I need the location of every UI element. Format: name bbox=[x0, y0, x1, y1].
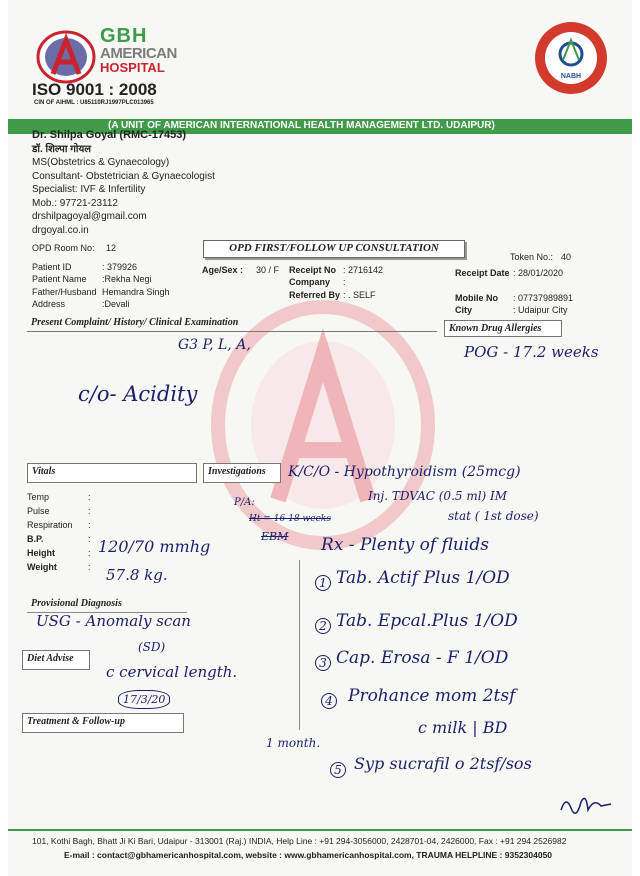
vitals-list bbox=[27, 490, 73, 574]
mobile-value: : 07737989891 bbox=[513, 293, 574, 303]
diet-header: Diet Advise bbox=[22, 650, 90, 670]
doctor-website: drgoyal.co.in bbox=[32, 224, 89, 236]
address-label: Address bbox=[32, 299, 66, 309]
diagnosis-header: Provisional Diagnosis bbox=[31, 598, 122, 609]
hw-date: 17/3/20 bbox=[118, 690, 170, 709]
hw-rx: Rx - Plenty of fluids bbox=[321, 535, 489, 555]
father-value: Hemandra Singh bbox=[102, 287, 170, 297]
city-value: : Udaipur City bbox=[513, 305, 568, 315]
patient-id-value: : 379926 bbox=[102, 262, 138, 272]
vital-weight-label: Weight bbox=[27, 562, 57, 572]
company-value: : bbox=[343, 277, 346, 287]
vital-height-label: Height bbox=[27, 548, 55, 558]
hw-rx5: Syp sucrafil o 2tsf/sos bbox=[354, 754, 532, 773]
patient-name-label: Patient Name bbox=[32, 274, 87, 284]
hw-pog: POG - 17.2 weeks bbox=[464, 343, 599, 361]
hw-pa: P/A: bbox=[234, 497, 255, 508]
opd-title: OPD FIRST/FOLLOW UP CONSULTATION bbox=[229, 242, 439, 254]
father-label: Father/Husband bbox=[32, 287, 97, 297]
hw-month: 1 month. bbox=[266, 736, 321, 750]
receipt-date-label: Receipt Date bbox=[455, 268, 510, 278]
hw-usg: USG - Anomaly scan bbox=[36, 612, 191, 630]
doctor-name: Dr. Shilpa Goyal (RMC-17453) bbox=[32, 129, 187, 141]
hw-rx3: Cap. Erosa - F 1/OD bbox=[336, 648, 509, 668]
doctor-info bbox=[32, 129, 215, 237]
hw-num1: 1 bbox=[315, 575, 331, 591]
vertical-rule bbox=[299, 560, 300, 730]
gbh-logo-icon bbox=[35, 30, 97, 84]
hw-ht: Ht = 16-18 weeks bbox=[249, 514, 331, 524]
vitals-colons: : : : : : : bbox=[88, 492, 91, 572]
vital-respiration-label: Respiration bbox=[27, 520, 73, 530]
agesex-label: Age/Sex : bbox=[202, 265, 244, 275]
doctor-specialist: Specialist: IVF & Infertility bbox=[32, 184, 146, 195]
hw-rx2: Tab. Epcal.Plus 1/OD bbox=[336, 611, 518, 631]
hw-stat: stat ( 1st dose) bbox=[448, 509, 539, 523]
signature-icon bbox=[556, 790, 616, 820]
vitals-header: Vitals bbox=[27, 463, 197, 483]
hw-weight-value: 57.8 kg. bbox=[106, 566, 168, 584]
hw-inj: Inj. TDVAC (0.5 ml) IM bbox=[368, 489, 508, 503]
doctor-email: drshilpagoyal@gmail.com bbox=[32, 211, 147, 222]
footer-line2: E-mail : contact@gbhamericanhospital.com, website : www.gbhamericanhospital.com, TRAUMA HELPLINE : 9352304050 bbox=[64, 850, 553, 860]
doctor-qualification: MS(Obstetrics & Gynaecology) bbox=[32, 157, 170, 168]
vital-bp-label: B.P. bbox=[27, 534, 44, 544]
company-label: Company bbox=[289, 277, 331, 287]
hw-bp-value: 120/70 mmhg bbox=[98, 537, 211, 556]
doctor-mobile: Mob.: 97721-23112 bbox=[32, 197, 118, 209]
doctor-designation: Consultant- Obstetrician & Gynaecologist bbox=[32, 170, 215, 182]
receipt-value: : 2716142 bbox=[343, 265, 384, 275]
city-label: City bbox=[455, 305, 473, 315]
doctor-name-hindi: डॉ. शिल्पा गोयल bbox=[32, 143, 92, 155]
patient-name-value: :Rekha Negi bbox=[102, 274, 152, 284]
agesex-value: 30 / F bbox=[256, 265, 280, 275]
hw-complaint: c/o- Acidity bbox=[78, 382, 198, 406]
vital-pulse-label: Pulse bbox=[27, 506, 50, 516]
brand-name bbox=[100, 26, 195, 74]
receipt-date-value: : 28/01/2020 bbox=[513, 268, 564, 278]
token-value: 40 bbox=[561, 252, 572, 262]
cin-text: CIN OF AIHML : U85110RJ1997PLC013965 bbox=[34, 100, 154, 106]
footer-rule bbox=[8, 829, 632, 831]
hw-num2: 2 bbox=[315, 618, 331, 634]
opd-room-label: OPD Room No: bbox=[32, 243, 95, 253]
footer-line1: 101, Kothi Bagh, Bhatt Ji Ki Bari, Udaipur - 313001 (Raj.) INDIA, Help Line : +91 294-3056000, 2428701-04, 2426000, Fax : +91 294 2526982 bbox=[32, 836, 567, 846]
treatment-header: Treatment & Follow-up bbox=[22, 713, 184, 733]
referred-label: Referred By bbox=[289, 290, 341, 300]
brand-line-american: AMERICAN bbox=[100, 45, 177, 62]
brand-line-gbh: GBH bbox=[100, 25, 148, 47]
prescription-page bbox=[8, 0, 632, 876]
hw-num5: 5 bbox=[330, 762, 346, 778]
brand-line-hospital: HOSPITAL bbox=[100, 60, 165, 75]
receipt-label: Receipt No bbox=[289, 265, 337, 275]
hw-rx4: Prohance mom 2tsf bbox=[348, 686, 516, 706]
allergies-header: Known Drug Allergies bbox=[444, 320, 562, 337]
hw-num3: 3 bbox=[315, 655, 331, 671]
hw-cervical: c cervical length. bbox=[106, 663, 238, 681]
investigations-header: Investigations bbox=[203, 463, 281, 483]
vital-temp-label: Temp bbox=[27, 492, 50, 502]
token-label: Token No.: bbox=[510, 252, 554, 262]
mobile-label: Mobile No bbox=[455, 293, 498, 303]
hw-rx1: Tab. Actif Plus 1/OD bbox=[336, 568, 510, 588]
address-value: :Devali bbox=[102, 299, 130, 309]
referred-value: : . SELF bbox=[343, 290, 376, 300]
hw-rx4b: c milk | BD bbox=[418, 718, 508, 737]
opd-room-value: 12 bbox=[106, 243, 117, 253]
nabh-logo-icon bbox=[533, 20, 609, 96]
hw-ebm: EBM bbox=[261, 530, 289, 543]
hw-num4: 4 bbox=[321, 693, 337, 709]
iso-text: ISO 9001 : 2008 bbox=[32, 80, 157, 99]
hw-sd: (SD) bbox=[138, 640, 166, 654]
unit-banner-text: (A UNIT OF AMERICAN INTERNATIONAL HEALTH MANAGEMENT LTD. UDAIPUR) bbox=[108, 120, 495, 131]
hw-kco: K/C/O - Hypothyroidism (25mcg) bbox=[288, 464, 521, 480]
complaint-header: Present Complaint/ History/ Clinical Examination bbox=[27, 315, 437, 332]
hw-obstetric: G3 P, L, A, bbox=[178, 337, 251, 353]
nabh-logo-text: NABH bbox=[560, 73, 582, 80]
patient-id-label: Patient ID bbox=[32, 262, 72, 272]
